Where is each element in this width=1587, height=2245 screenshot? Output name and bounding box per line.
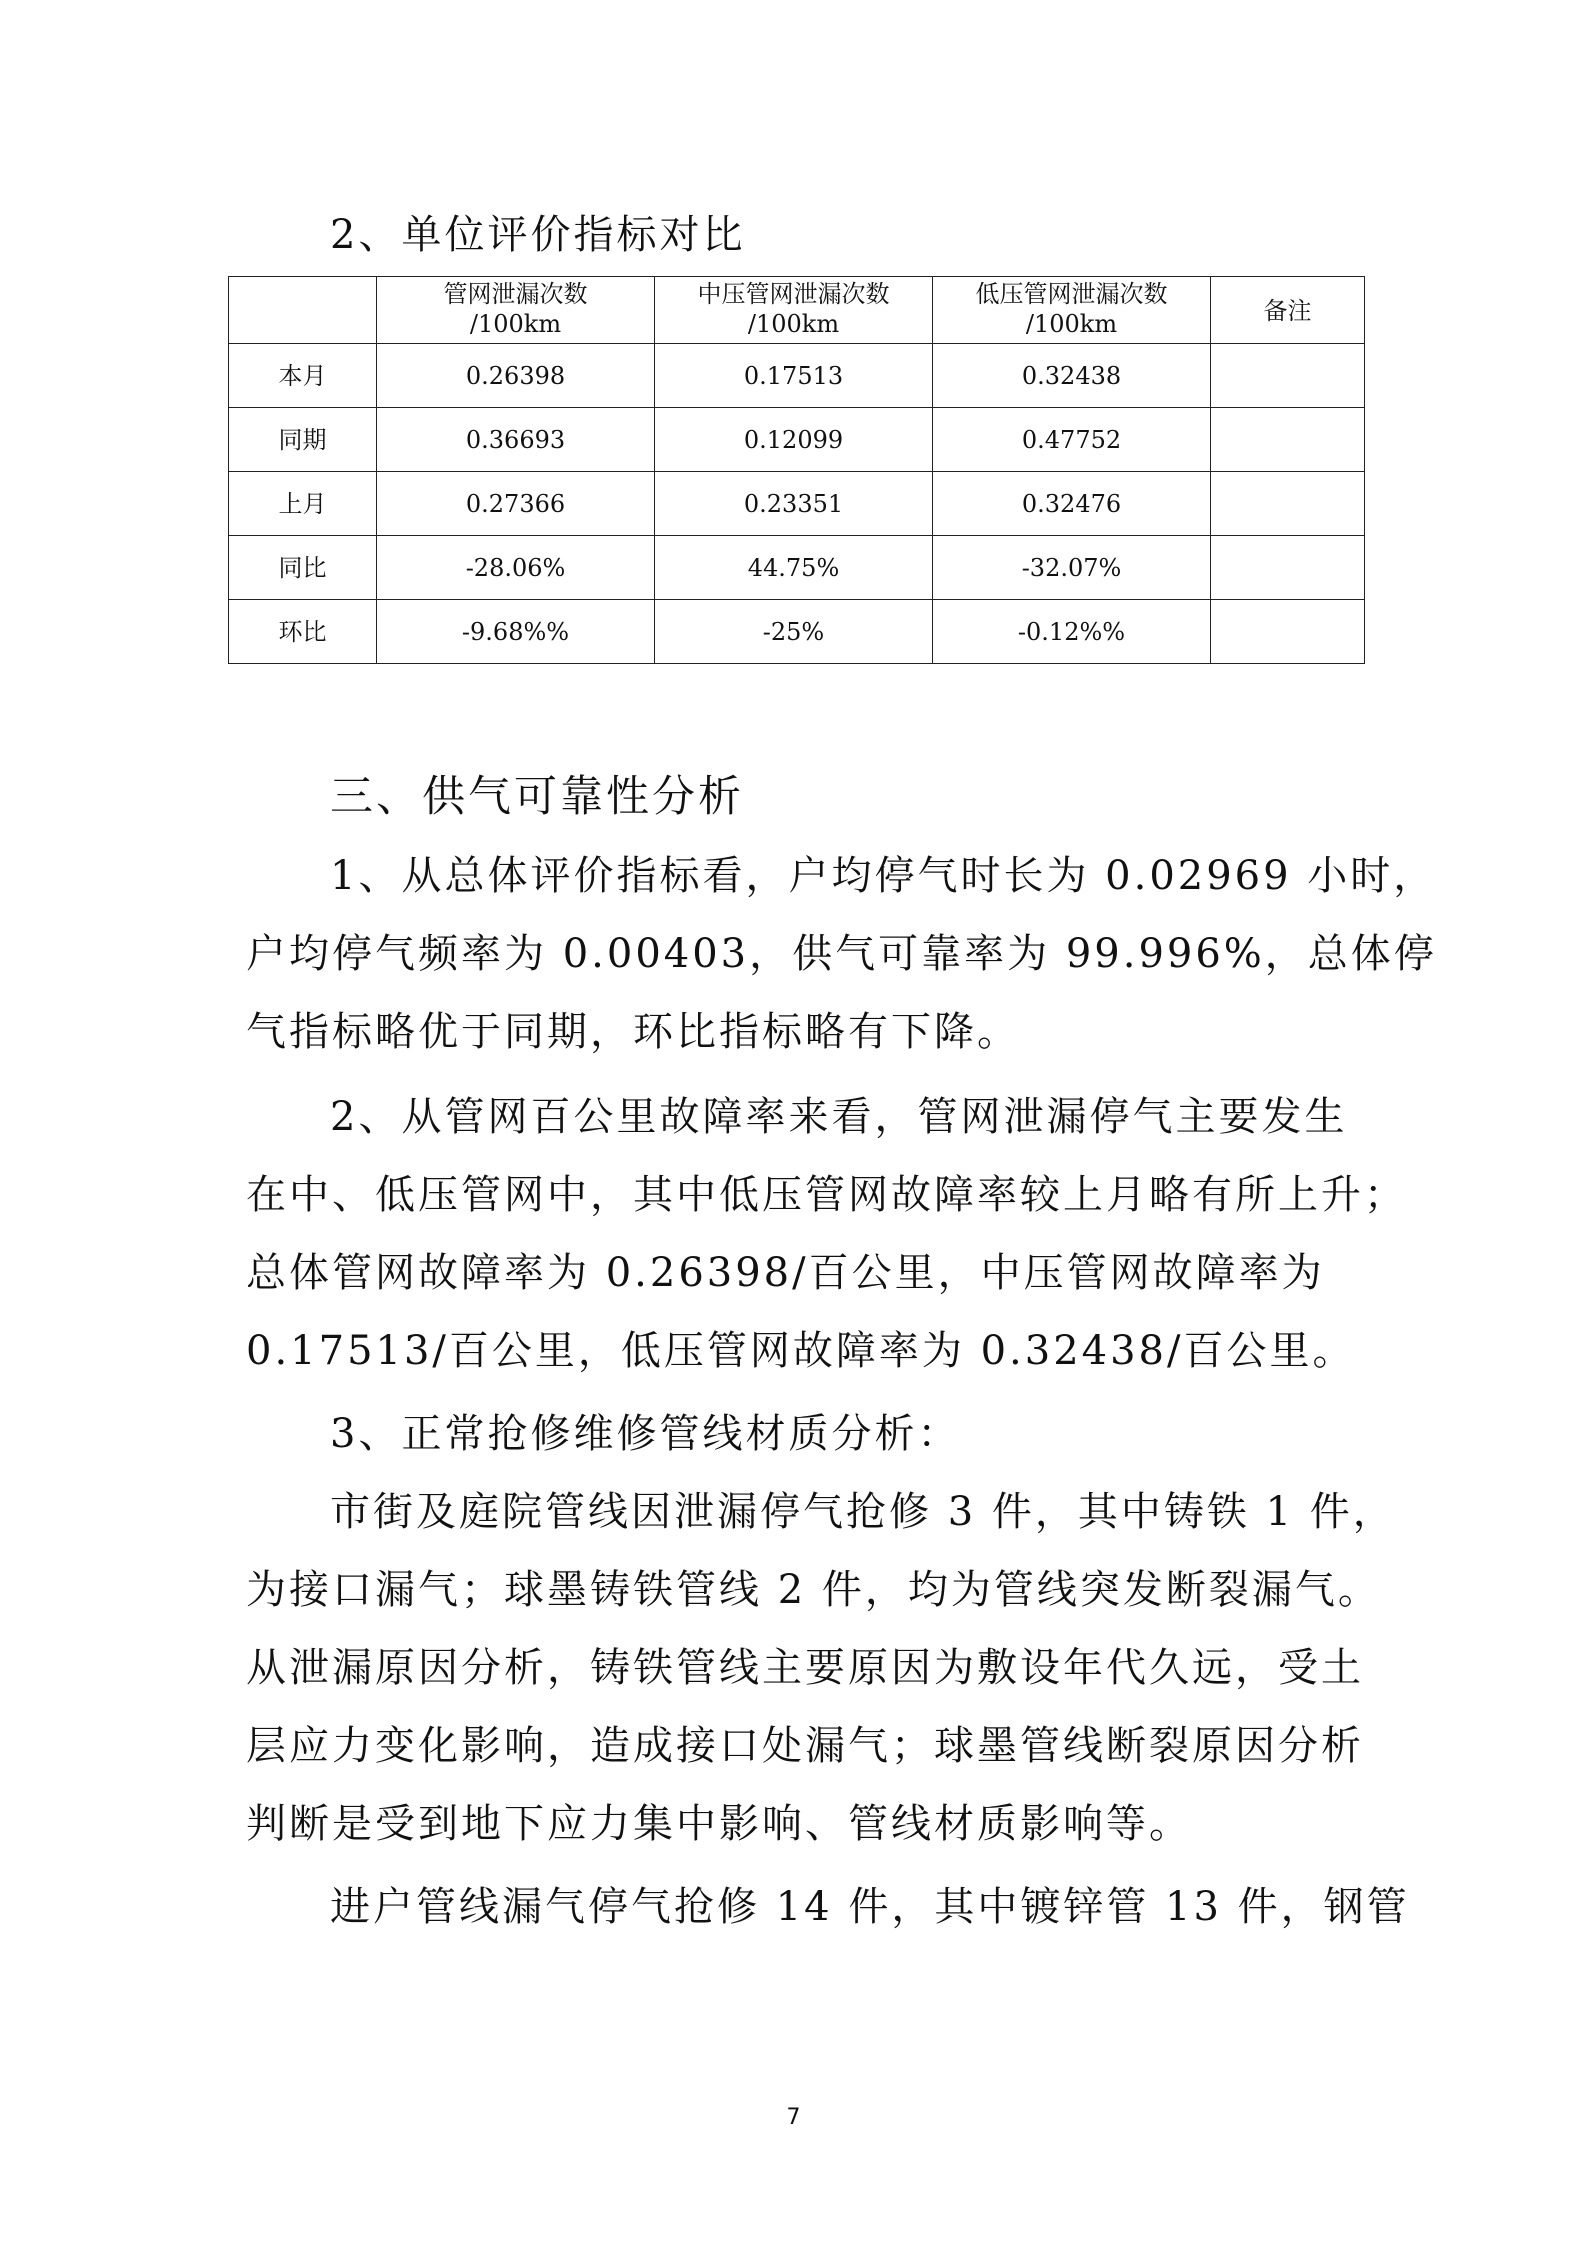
- table-header-cell: [229, 277, 377, 344]
- table-cell: -28.06%: [377, 536, 655, 600]
- table-cell: -25%: [655, 600, 933, 664]
- header-label: 中压管网泄漏次数: [697, 280, 890, 308]
- table-header-cell: [377, 277, 655, 344]
- table-cell: [1211, 600, 1365, 664]
- table-cell: 0.26398: [377, 344, 655, 408]
- text-line: 气指标略优于同期，环比指标略有下降。: [246, 1009, 1020, 1055]
- table-cell: [1211, 472, 1365, 536]
- text-line: 2、从管网百公里故障率来看，管网泄漏停气主要发生: [330, 1094, 1348, 1140]
- table-cell: 0.32476: [933, 472, 1211, 536]
- table-cell: -9.68%%: [377, 600, 655, 664]
- table-cell: 0.47752: [933, 408, 1211, 472]
- text-line: 在中、低压管网中，其中低压管网故障率较上月略有所上升；: [246, 1172, 1407, 1218]
- table-cell: 0.23351: [655, 472, 933, 536]
- table-cell: 0.27366: [377, 472, 655, 536]
- table-cell: 0.17513: [655, 344, 933, 408]
- text-line: 户均停气频率为 0.00403，供气可靠率为 99.996%，总体停: [246, 931, 1437, 977]
- text-line: 进户管线漏气停气抢修 14 件，其中镀锌管 13 件，钢管: [330, 1884, 1410, 1930]
- table-row: [229, 536, 1365, 600]
- paragraph-household-pipelines: [246, 1868, 1410, 1946]
- table-cell: 0.36693: [377, 408, 655, 472]
- subheading: 2、单位评价指标对比: [330, 212, 746, 258]
- table-cell: -0.12%%: [933, 600, 1211, 664]
- table-cell: 44.75%: [655, 536, 933, 600]
- row-label: 同比: [229, 536, 377, 600]
- table-cell: 0.12099: [655, 408, 933, 472]
- header-label: 低压管网泄漏次数: [975, 280, 1168, 308]
- table-cell: [1211, 408, 1365, 472]
- table-cell: -32.07%: [933, 536, 1211, 600]
- header-unit: /100km: [1025, 310, 1118, 338]
- table-row: [229, 344, 1365, 408]
- header-label: 备注: [1263, 297, 1312, 325]
- text-line: 0.17513/百公里，低压管网故障率为 0.32438/百公里。: [246, 1328, 1356, 1374]
- paragraph-material-heading: [246, 1395, 1360, 1473]
- table-row: [229, 408, 1365, 472]
- table-header-row: [229, 277, 1365, 344]
- text-line: 1、从总体评价指标看，户均停气时长为 0.02969 小时，: [330, 853, 1437, 899]
- paragraph-overall-indicators: [246, 837, 1437, 1071]
- row-label: 同期: [229, 408, 377, 472]
- table-cell: 0.32438: [933, 344, 1211, 408]
- paragraph-street-pipelines: [246, 1473, 1396, 1863]
- table-header-cell: [655, 277, 933, 344]
- text-line: 从泄漏原因分析，铸铁管线主要原因为敷设年代久远，受土: [246, 1645, 1364, 1691]
- row-label: 上月: [229, 472, 377, 536]
- header-unit: /100km: [747, 310, 840, 338]
- metrics-table: [228, 276, 1365, 664]
- page-number: 7: [786, 2105, 801, 2130]
- section-title: 三、供气可靠性分析: [330, 772, 744, 822]
- table-cell: [1211, 536, 1365, 600]
- table-header-cell: [1211, 277, 1365, 344]
- text-line: 市街及庭院管线因泄漏停气抢修 3 件，其中铸铁 1 件，: [330, 1489, 1396, 1535]
- table-header-cell: [933, 277, 1211, 344]
- text-line: 3、正常抢修维修管线材质分析：: [330, 1411, 961, 1457]
- text-line: 判断是受到地下应力集中影响、管线材质影响等。: [246, 1801, 1192, 1847]
- paragraph-failure-rate: [246, 1078, 1407, 1390]
- table-row: [229, 472, 1365, 536]
- row-label: 本月: [229, 344, 377, 408]
- text-line: 层应力变化影响，造成接口处漏气；球墨管线断裂原因分析: [246, 1723, 1364, 1769]
- table-cell: [1211, 344, 1365, 408]
- text-line: 总体管网故障率为 0.26398/百公里，中压管网故障率为: [246, 1250, 1325, 1296]
- header-label: 管网泄漏次数: [443, 280, 588, 308]
- row-label: 环比: [229, 600, 377, 664]
- header-unit: /100km: [469, 310, 562, 338]
- text-line: 为接口漏气；球墨铸铁管线 2 件，均为管线突发断裂漏气。: [246, 1567, 1381, 1613]
- table-row: [229, 600, 1365, 664]
